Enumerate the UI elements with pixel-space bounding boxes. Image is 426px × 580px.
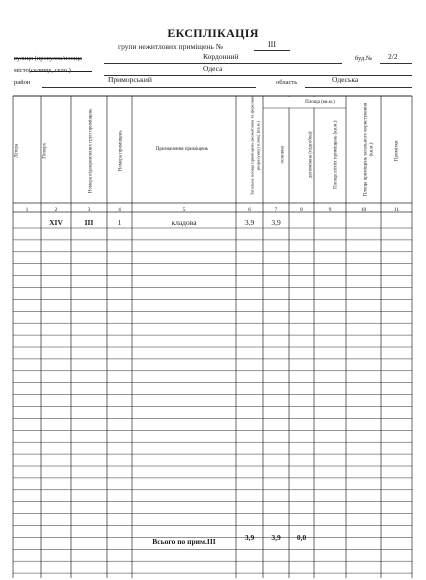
- header-area-group: Площа (кв.м.): [305, 100, 335, 105]
- header-common: Площа приміщень загального користування (кв.м.): [363, 102, 374, 197]
- column-number: 10: [360, 207, 367, 213]
- street-value: Кордонний: [203, 52, 239, 61]
- total-total: 3,9: [244, 533, 255, 542]
- row1-purpose: кладова: [171, 218, 197, 227]
- column-number: 9: [328, 207, 332, 213]
- header-main: основна: [280, 146, 286, 164]
- total-aux: 0,0: [296, 533, 307, 542]
- row1-total: 3,9: [244, 218, 255, 227]
- header-floor: Поверх: [42, 142, 48, 159]
- district-value: Приморський: [108, 75, 152, 84]
- header-group-numbers: Номера відокремлених груп приміщень: [88, 108, 94, 194]
- document-title: ЕКСПЛІКАЦІЯ: [167, 26, 259, 40]
- city-label-text: місто(селище, село ): [14, 67, 71, 74]
- row1-group: III: [84, 218, 94, 227]
- column-number: 3: [87, 207, 91, 213]
- total-label: Всього по прим.ІІІ: [152, 537, 216, 546]
- building-value: 2/2: [388, 52, 398, 61]
- column-number: 8: [300, 207, 303, 213]
- street-label: вулиця (провулок/площа: [14, 55, 82, 62]
- district-label: район: [14, 79, 31, 86]
- column-number: 11: [393, 207, 400, 213]
- header-purpose: Призначення приміщень: [155, 147, 209, 152]
- header-room-numbers: Номера приміщень: [118, 130, 124, 172]
- region-label: область: [276, 79, 298, 86]
- column-number: 1: [25, 207, 29, 213]
- total-main: 3,9: [271, 533, 281, 542]
- column-number: 5: [182, 207, 186, 213]
- row1-floor: XIV: [49, 218, 63, 227]
- header-litera: Літера: [14, 143, 20, 158]
- column-number: 2: [54, 207, 58, 213]
- header-notes: Примітки: [394, 140, 400, 162]
- region-value: Одеська: [332, 75, 359, 84]
- header-summer: Площа літніх приміщень (кв.м.): [333, 120, 339, 189]
- city-value: Одеса: [203, 64, 223, 73]
- group-number: III: [268, 40, 276, 49]
- document-subtitle: групи нежитлових приміщень №: [118, 42, 223, 51]
- column-number: 6: [248, 207, 251, 213]
- header-total-area: Загальна площа приміщень (нежитлова та ферезняя розрахунку) площі (кв.м.): [249, 95, 260, 196]
- column-number: 7: [274, 207, 278, 213]
- column-number: 4: [118, 207, 121, 213]
- row1-main: 3,9: [271, 218, 281, 227]
- row1-room: 1: [117, 218, 122, 227]
- header-auxiliary: допоміжна (підсобна): [308, 131, 314, 178]
- building-label: буд.№: [355, 55, 373, 62]
